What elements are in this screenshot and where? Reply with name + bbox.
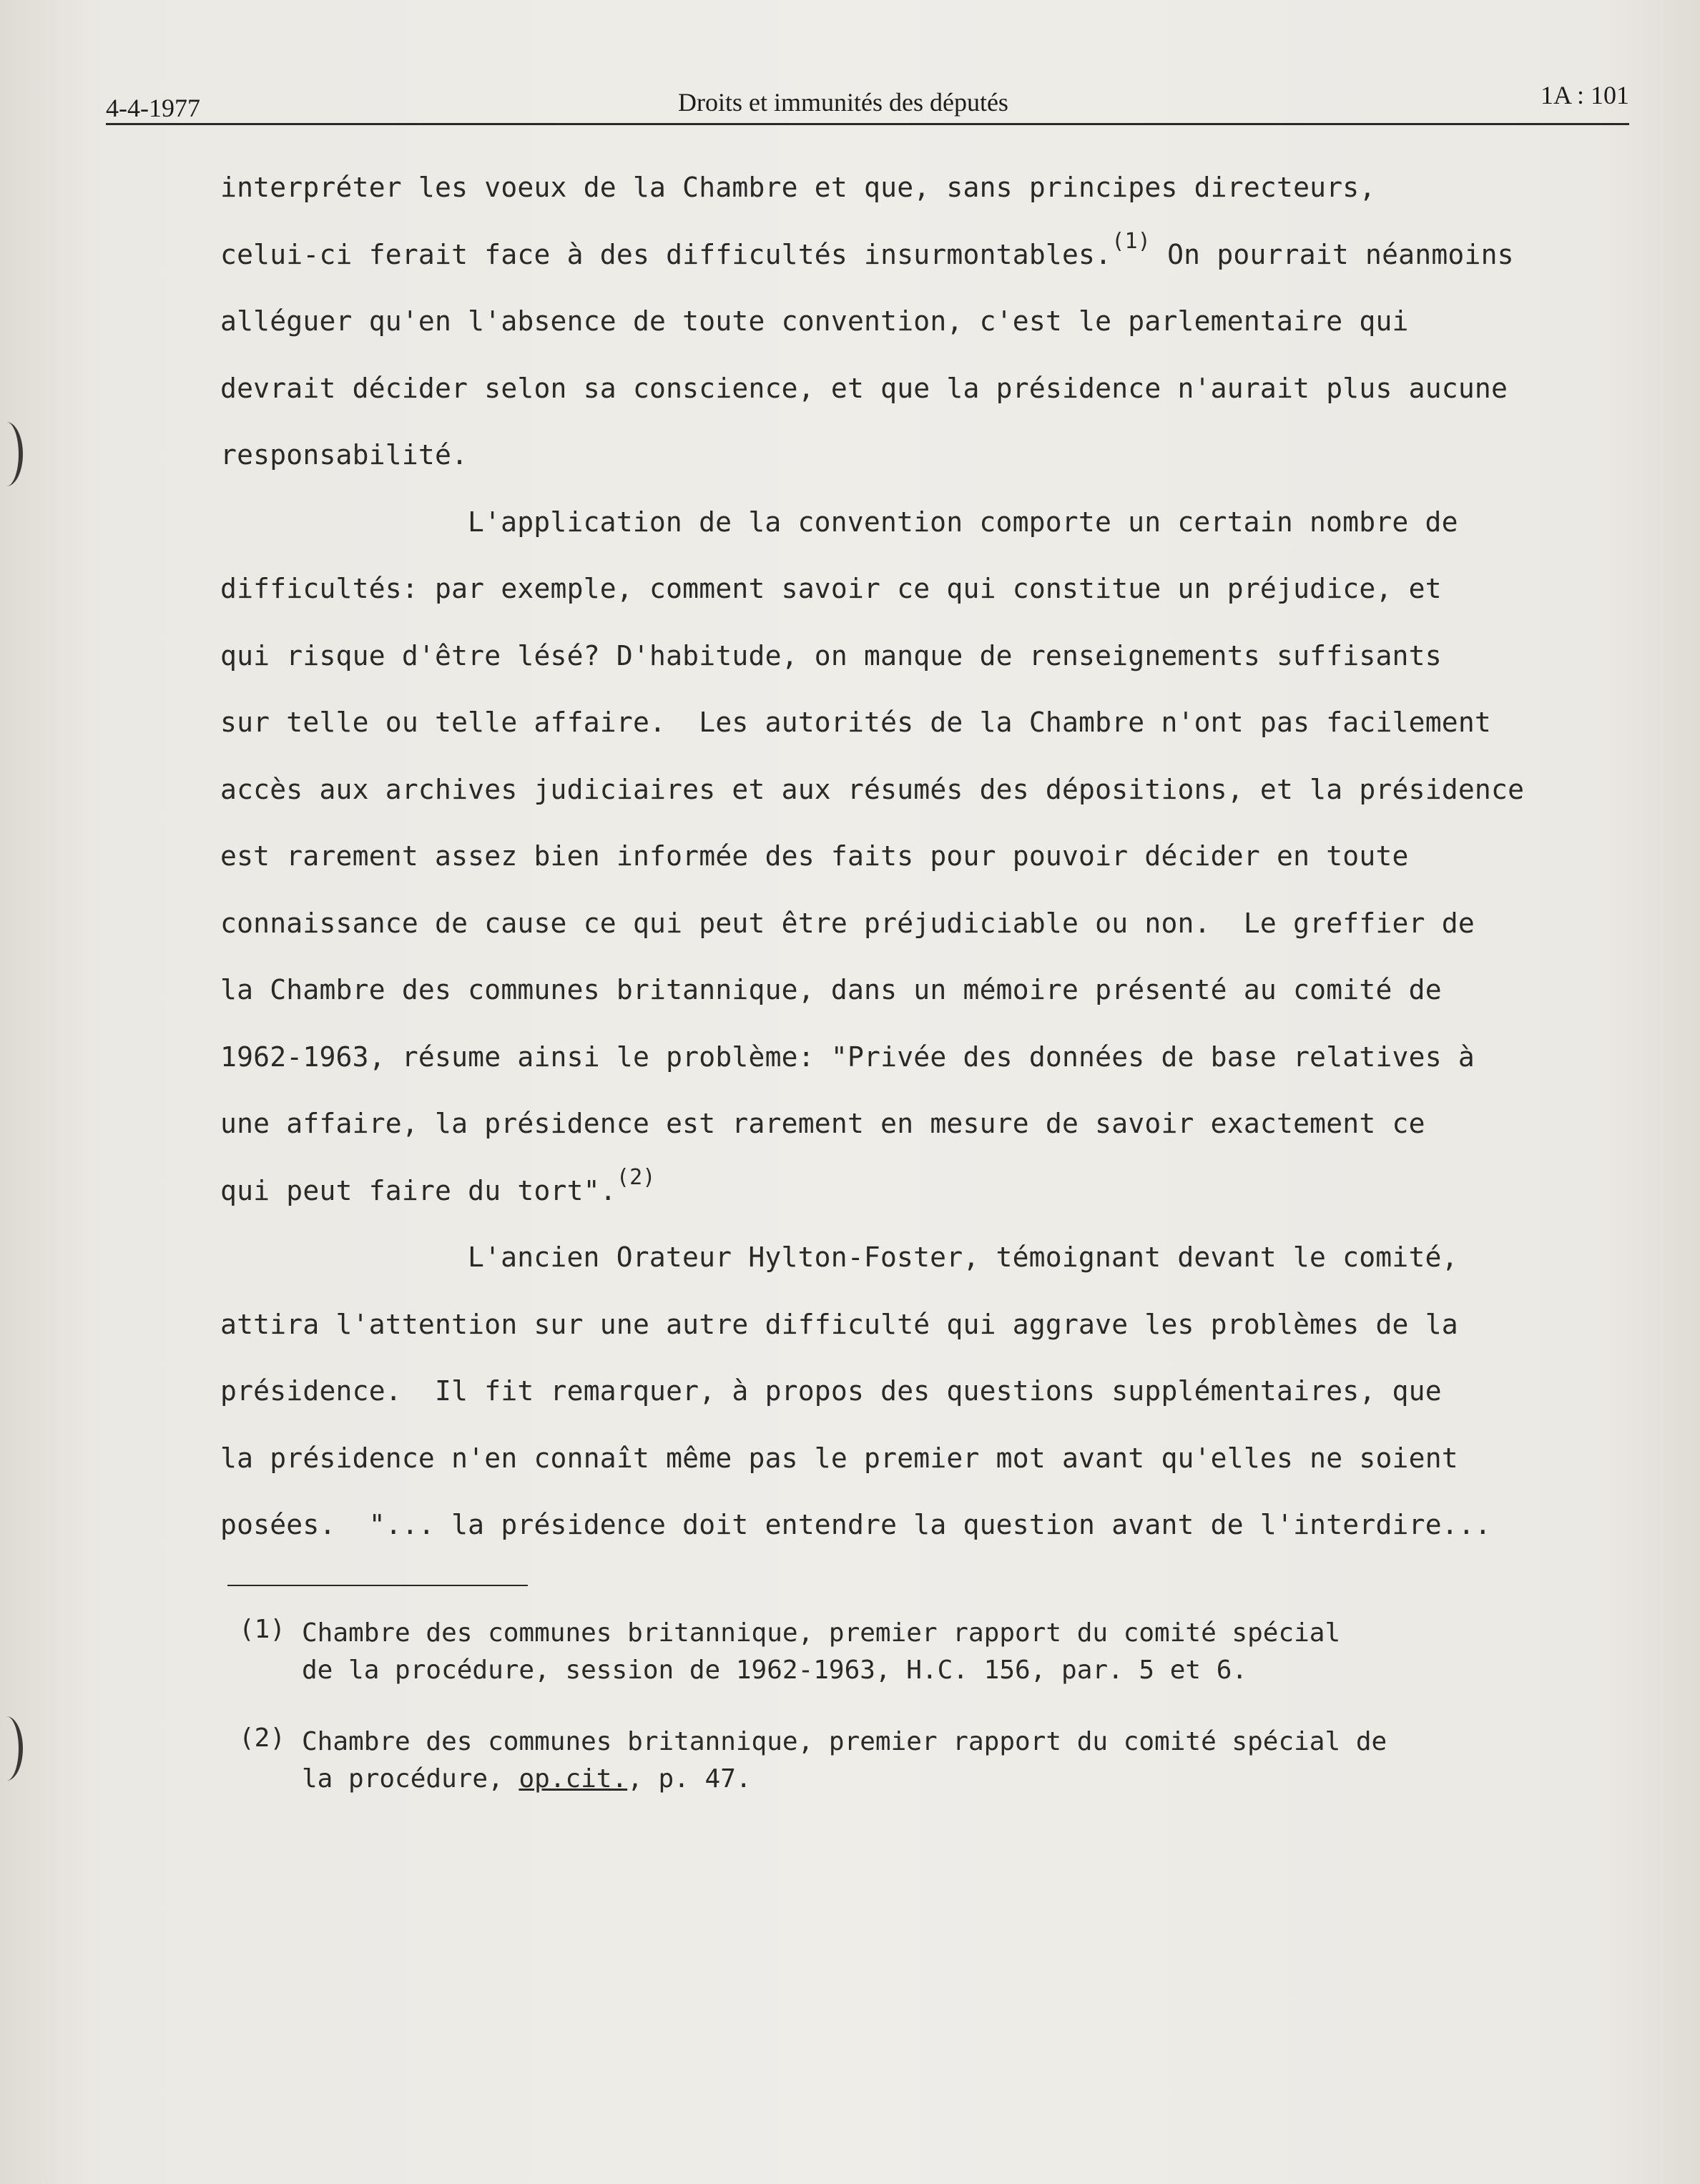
- text-line: alléguer qu'en l'absence de toute convention, c'est le parlementaire qui: [220, 305, 1409, 337]
- text-line: qui peut faire du tort".$^{(2)}$: [220, 1164, 656, 1206]
- text-line: la Chambre des communes britannique, dans un mémoire présenté au comité de: [220, 974, 1442, 1005]
- text-line: est rarement assez bien informée des faits pour pouvoir décider en toute: [220, 840, 1409, 872]
- text-line: une affaire, la présidence est rarement en mesure de savoir exactement ce: [220, 1108, 1425, 1139]
- text-line: 1962-1963, résume ainsi le problème: "Privée des données de base relatives à: [220, 1041, 1475, 1073]
- footnote-separator: [227, 1585, 528, 1586]
- header-rule: [106, 123, 1629, 125]
- text-line: qui risque d'être lésé? D'habitude, on manque de renseignements suffisants: [220, 639, 1442, 672]
- text-line: celui-ci ferait face à des difficultés insurmontables.$^{(1)}$ On pourrait néanmoins: [220, 228, 1514, 270]
- footnote-marker: (2): [239, 1723, 286, 1753]
- text-line: accès aux archives judiciaires et aux résumés des dépositions, et la présidence: [220, 773, 1525, 805]
- footnote-2: [239, 1723, 1526, 1798]
- binder-hole-top: [0, 422, 23, 486]
- header-page-number: 1A : 101: [1540, 81, 1629, 109]
- footnote-marker: (1): [239, 1615, 286, 1644]
- text-line: sur telle ou telle affaire. Les autorités de la Chambre n'ont pas facilement: [220, 707, 1492, 738]
- text-line: responsabilité.: [220, 439, 468, 471]
- text-line: L'application de la convention comporte un certain nombre de: [468, 506, 1458, 538]
- footnote-text: Chambre des communes britannique, premier rapport du comité spécial de la procédure, session de 1962-1963, H.C. 156, par. 5 et 6.: [302, 1618, 1341, 1685]
- text-line: posées. "... la présidence doit entendre la question avant de l'interdire...: [220, 1509, 1492, 1540]
- text-line: attira l'attention sur une autre difficulté qui aggrave les problèmes de la: [220, 1308, 1458, 1340]
- footnote-ref-1: (1): [1111, 228, 1151, 254]
- text-line: connaissance de cause ce qui peut être préjudiciable ou non. Le greffier de: [220, 907, 1475, 939]
- body-text: [220, 166, 1551, 1570]
- op-cit-underlined: op.cit.: [519, 1764, 628, 1794]
- footnote-text: Chambre des communes britannique, premier rapport du comité spécial de la procédure, op.cit., p. 47.: [302, 1727, 1387, 1794]
- footnotes: [239, 1615, 1526, 1832]
- header-date: 4-4-1977: [106, 94, 200, 122]
- text-line: présidence. Il fit remarquer, à propos des questions supplémentaires, que: [220, 1375, 1442, 1407]
- footnote-ref-2: (2): [616, 1164, 656, 1190]
- text-line: interpréter les voeux de la Chambre et que, sans principes directeurs,: [220, 172, 1376, 203]
- footnote-1: [239, 1615, 1526, 1689]
- text-line: difficultés: par exemple, comment savoir ce qui constitue un préjudice, et: [220, 573, 1442, 604]
- text-line: devrait décider selon sa conscience, et que la présidence n'aurait plus aucune: [220, 372, 1508, 404]
- header-title: Droits et immunités des députés: [678, 88, 1008, 117]
- text-line: la présidence n'en connaît même pas le premier mot avant qu'elles ne soient: [220, 1442, 1458, 1474]
- text-line: L'ancien Orateur Hylton-Foster, témoignant devant le comité,: [468, 1241, 1458, 1273]
- binder-hole-bottom: [0, 1716, 23, 1781]
